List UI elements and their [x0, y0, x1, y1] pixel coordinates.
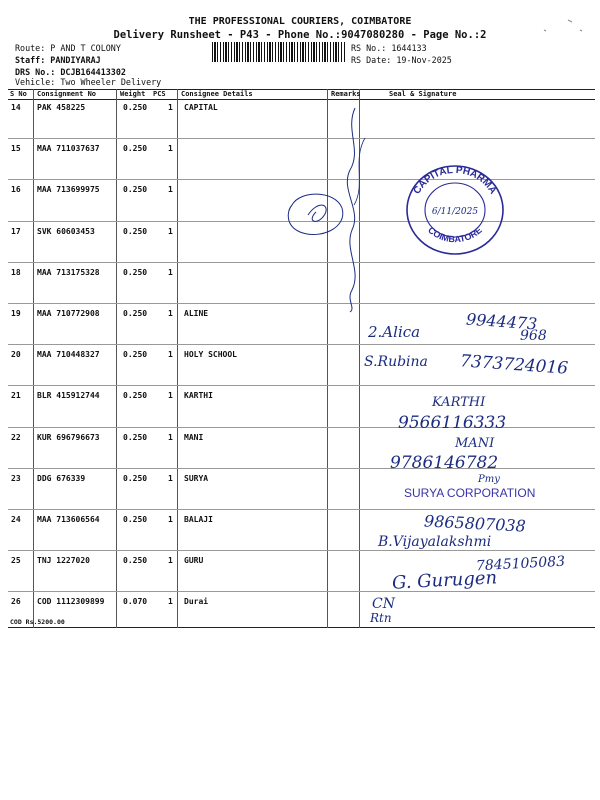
cell-pcs: 1 — [168, 226, 173, 236]
cell-cno: DDG 676339 — [37, 473, 86, 483]
svg-text:6/11/2025: 6/11/2025 — [431, 207, 479, 217]
company-title: THE PROFESSIONAL COURIERS, COIMBATORE — [188, 16, 412, 27]
cell-weight: 0.250 — [123, 103, 148, 112]
route-label: Route: P AND T COLONY — [15, 43, 121, 53]
cell-weight: 0.250 — [123, 226, 148, 236]
header-pcs: PCS — [153, 90, 166, 98]
handwritten-initials: Pmy — [478, 474, 500, 485]
handwritten-signature: S.Rubina — [364, 354, 428, 370]
cell-weight: 0.250 — [123, 391, 148, 401]
header-sno: S No — [10, 90, 27, 98]
vehicle-label: Vehicle: Two Wheeler Delivery — [15, 77, 162, 87]
cell-consignee: HOLY SCHOOL — [184, 350, 237, 360]
cell-pcs: 1 — [168, 597, 173, 607]
cell-cno: KUR 696796673 — [37, 432, 100, 442]
cell-sno: 16 — [11, 185, 21, 195]
runsheet-subtitle: Delivery Runsheet - P43 - Phone No.:9047080280 - Page No.:2 — [113, 29, 487, 41]
cell-cno: PAK 458225 — [37, 103, 86, 112]
cell-cno: SVK 60603453 — [37, 226, 95, 236]
cell-pcs: 1 — [168, 515, 173, 524]
cell-weight: 0.250 — [123, 144, 148, 154]
cod-amount: COD Rs.5200.00 — [10, 618, 65, 626]
cell-consignee: MANI — [184, 432, 204, 442]
cell-sno: 26 — [11, 597, 21, 607]
header-consignee: Consignee Details — [181, 90, 253, 98]
cell-cno: MAA 710772908 — [37, 309, 100, 318]
header-remarks: Remarks — [331, 90, 361, 98]
cell-cno: BLR 415912744 — [37, 391, 100, 401]
cell-pcs: 1 — [168, 185, 173, 195]
header-consignment: Consignment No — [37, 90, 97, 98]
cell-consignee: ALINE — [184, 309, 209, 318]
handwritten-signature: B.Vijayalakshmi — [378, 534, 492, 550]
handwritten-name: KARTHI — [432, 395, 486, 410]
staff-label: Staff: PANDIYARAJ — [15, 55, 101, 65]
cell-weight: 0.250 — [123, 473, 148, 483]
cell-consignee: BALAJI — [184, 515, 213, 524]
header-weight: Weight — [120, 90, 146, 98]
handwritten-name: MANI — [455, 436, 495, 451]
handwritten-phone: 7845105083 — [475, 553, 566, 575]
svg-text:CAPITAL PHARMA: CAPITAL PHARMA — [411, 164, 499, 197]
drs-label: DRS No.: DCJB164413302 — [15, 67, 126, 77]
handwritten-signature: G. Gurugen — [391, 567, 498, 594]
cell-cno: MAA 711037637 — [37, 144, 100, 154]
handwritten-phone: 9865807038 — [423, 511, 527, 536]
cell-consignee: Durai — [184, 597, 209, 607]
cell-pcs: 1 — [168, 432, 173, 442]
cell-sno: 15 — [11, 144, 21, 154]
cell-cno: MAA 710448327 — [37, 350, 100, 360]
handwritten-signature: 2.Alica — [368, 323, 421, 341]
handwritten-phone: 9566116333 — [398, 413, 507, 433]
cell-consignee: CAPITAL — [184, 103, 218, 112]
cell-pcs: 1 — [168, 391, 173, 401]
surya-corporation-stamp: SURYA CORPORATION — [404, 486, 536, 500]
cell-consignee: KARTHI — [184, 391, 213, 401]
handwritten-phone: 968 — [520, 328, 547, 344]
cell-weight: 0.250 — [123, 515, 148, 524]
cell-sno: 17 — [11, 226, 21, 236]
cell-pcs: 1 — [168, 103, 173, 112]
cell-sno: 21 — [11, 391, 21, 401]
cell-pcs: 1 — [168, 144, 173, 154]
cell-weight: 0.070 — [123, 597, 148, 607]
cell-weight: 0.250 — [123, 556, 148, 566]
cell-cno: MAA 713606564 — [37, 515, 100, 524]
capital-pharma-stamp — [398, 158, 512, 262]
handwritten-phone: 9786146782 — [390, 453, 499, 473]
cell-consignee: SURYA — [184, 473, 209, 483]
svg-text:COIMBATORE: COIMBATORE — [426, 224, 484, 245]
header-seal: Seal & Signature — [389, 90, 457, 98]
cell-pcs: 1 — [168, 267, 173, 277]
cell-sno: 25 — [11, 556, 21, 566]
handwritten-note: CN — [372, 596, 395, 612]
cell-consignee: GURU — [184, 556, 204, 566]
cell-cno: MAA 713175328 — [37, 267, 100, 277]
cell-cno: MAA 713699975 — [37, 185, 100, 195]
cell-pcs: 1 — [168, 473, 173, 483]
cell-pcs: 1 — [168, 556, 173, 566]
rs-date: RS Date: 19-Nov-2025 — [351, 55, 452, 65]
cell-weight: 0.250 — [123, 309, 148, 318]
cell-sno: 18 — [11, 267, 21, 277]
cell-sno: 23 — [11, 473, 21, 483]
cell-weight: 0.250 — [123, 185, 148, 195]
handwritten-phone: 7373724016 — [459, 351, 569, 379]
cell-pcs: 1 — [168, 309, 173, 318]
cell-weight: 0.250 — [123, 350, 148, 360]
cell-sno: 22 — [11, 432, 21, 442]
cell-sno: 14 — [11, 103, 21, 112]
cell-sno: 19 — [11, 309, 21, 318]
cell-sno: 24 — [11, 515, 21, 524]
cell-sno: 20 — [11, 350, 21, 360]
cell-weight: 0.250 — [123, 432, 148, 442]
cell-cno: TNJ 1227020 — [37, 556, 90, 566]
cell-cno: COD 1112309899 — [37, 597, 105, 607]
handwritten-note: Rtn — [370, 611, 392, 625]
handwritten-phone: 9944473 — [465, 309, 538, 334]
cell-weight: 0.250 — [123, 267, 148, 277]
cell-pcs: 1 — [168, 350, 173, 360]
rs-number: RS No.: 1644133 — [351, 43, 427, 53]
